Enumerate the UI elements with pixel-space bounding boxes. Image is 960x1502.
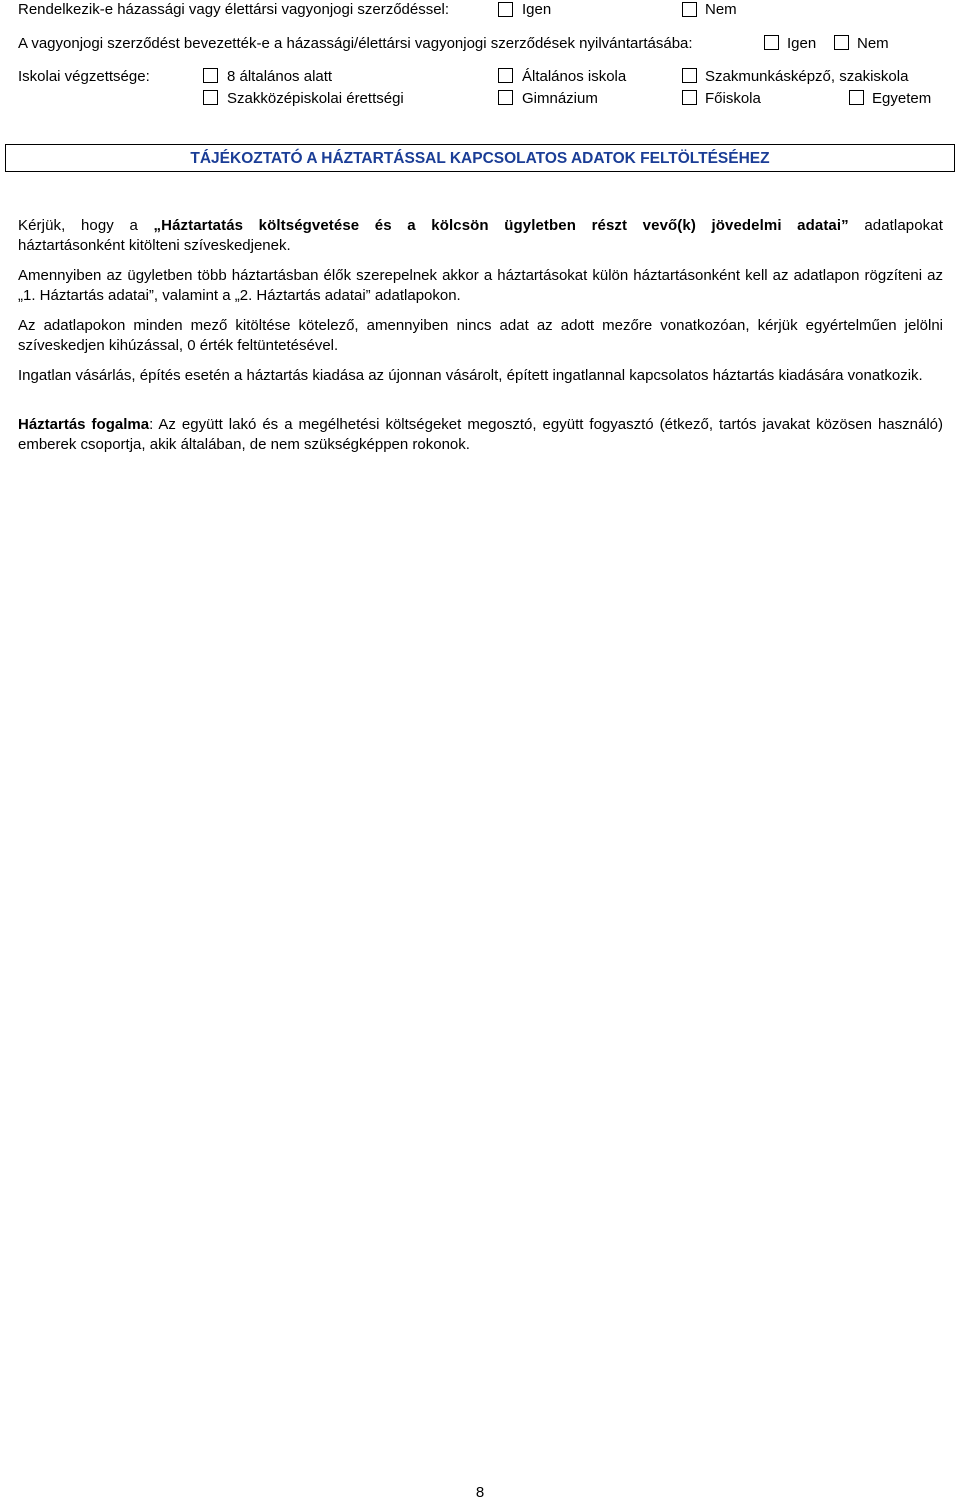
education-option-below-8: 8 általános alatt [227, 68, 333, 85]
paragraph-3: Az adatlapokon minden mező kitöltése kötelező, amennyiben nincs adat az adott mezőre vonatkozóan, kérjük egyértelműen jelölni szíveskedjen kihúzással, 0 érték feltüntetésével. [18, 317, 943, 354]
paragraph-1-line-1 [18, 216, 943, 236]
paragraph-1-prefix: Kérjük, hogy a [18, 217, 138, 234]
marriage-contract-yes-checkbox[interactable] [498, 2, 513, 17]
page-number: 8 [475, 1484, 485, 1501]
paragraph-1-suffix: adatlapokat [864, 217, 943, 234]
marriage-contract-no-checkbox[interactable] [682, 2, 697, 17]
education-option-secondary: Szakközépiskolai érettségi [227, 90, 404, 107]
education-checkbox-general-school[interactable] [498, 68, 513, 83]
paragraph-1-line-2: háztartásonként kitölteni szíveskedjenek. [18, 237, 291, 254]
paragraph-4: Ingatlan vásárlás, építés esetén a háztartás kiadása az újonnan vásárolt, épített ingatlannal kapcsolatos háztartás kiadására vonatkozik. [18, 367, 923, 384]
education-option-gymnasium: Gimnázium [522, 90, 598, 107]
registry-label: A vagyonjogi szerződést bevezették-e a házassági/élettársi vagyonjogi szerződések nyilvántartásába: [18, 35, 693, 52]
section-title-box [5, 144, 955, 172]
registry-no-checkbox[interactable] [834, 35, 849, 50]
household-definition-text: : Az együtt lakó és a megélhetési költségeket megosztó, együtt fogyasztó (étkező, tartós javakat közösen használó) emberek csoportja, akik általában, de nem szükségképpen rokonok. [18, 416, 943, 453]
marriage-contract-yes-label: Igen [522, 1, 552, 18]
education-checkbox-university[interactable] [849, 90, 864, 105]
registry-yes-label: Igen [787, 35, 817, 52]
registry-no-label: Nem [857, 35, 889, 52]
paragraph-5 [18, 415, 943, 455]
paragraph-1-bold: „Háztartatás költségvetése és a kölcsön ügyletben részt vevő(k) jövedelmi adatai” [153, 217, 849, 234]
section-title: TÁJÉKOZTATÓ A HÁZTARTÁSSAL KAPCSOLATOS ADATOK FELTÖLTÉSÉHEZ [190, 150, 770, 167]
education-option-vocational: Szakmunkásképző, szakiskola [705, 68, 909, 85]
marriage-contract-no-label: Nem [705, 1, 737, 18]
education-checkbox-gymnasium[interactable] [498, 90, 513, 105]
education-label: Iskolai végzettsége: [18, 68, 150, 85]
education-checkbox-secondary[interactable] [203, 90, 218, 105]
education-checkbox-below-8[interactable] [203, 68, 218, 83]
paragraph-2: Amennyiben az ügyletben több háztartásban élők szerepelnek akkor a háztartásokat külön háztartásonként kell az adatlapon rögzíteni az „1. Háztartás adatai”, valamint a „2. Háztartás adatai” adatlapokon. [18, 267, 943, 304]
registry-yes-checkbox[interactable] [764, 35, 779, 50]
education-checkbox-vocational[interactable] [682, 68, 697, 83]
education-option-college: Főiskola [705, 90, 761, 107]
education-option-university: Egyetem [872, 90, 932, 107]
marriage-contract-label: Rendelkezik-e házassági vagy élettársi vagyonjogi szerződéssel: [18, 1, 450, 18]
education-checkbox-college[interactable] [682, 90, 697, 105]
education-option-general-school: Általános iskola [522, 68, 627, 85]
household-definition-term: Háztartás fogalma [18, 416, 150, 433]
